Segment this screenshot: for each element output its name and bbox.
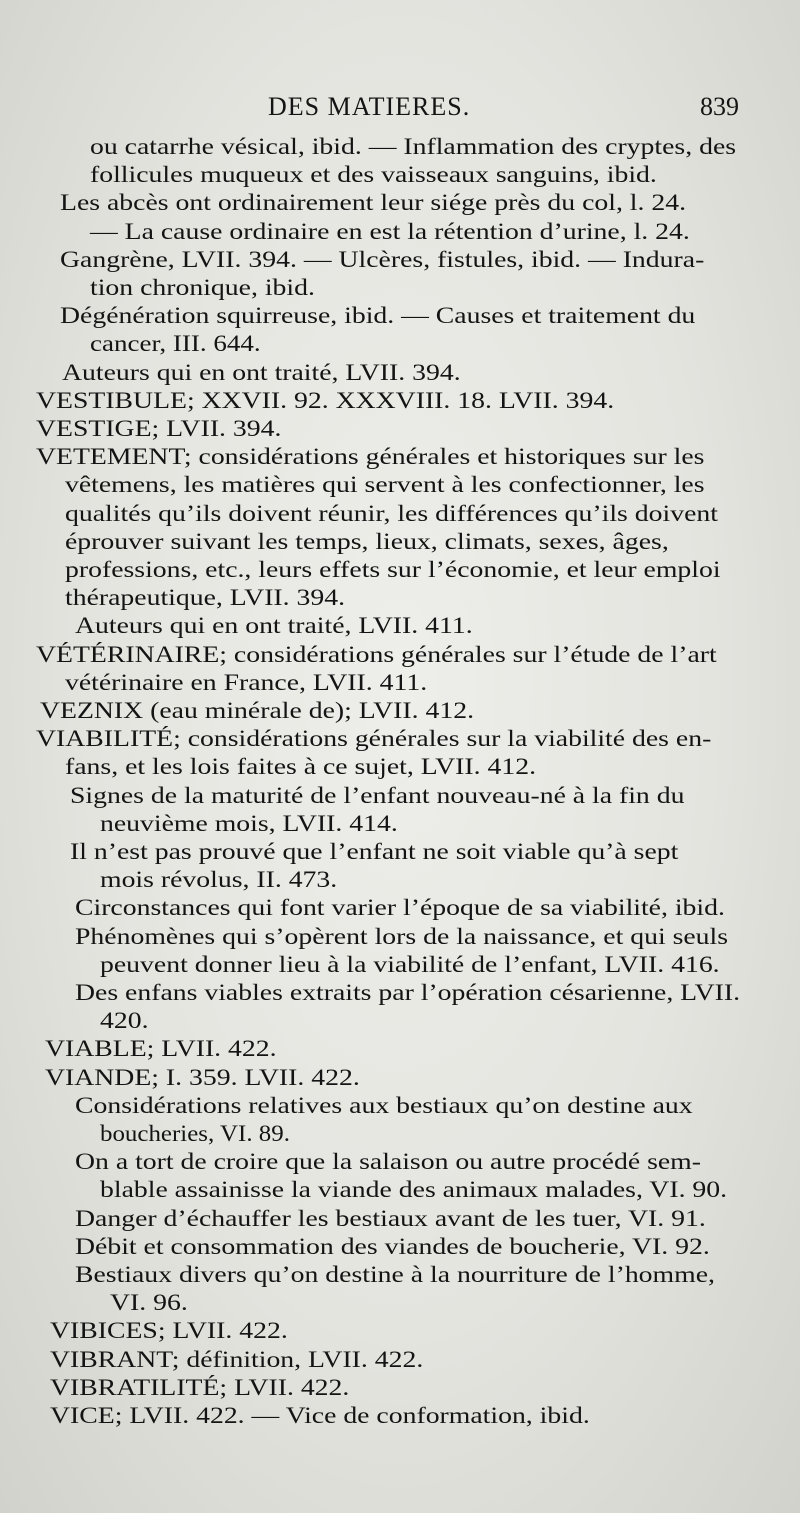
- index-entry-line: Considérations relatives aux bestiaux qu’on destine aux: [75, 1092, 693, 1119]
- index-entry-line: follicules muqueux et des vaisseaux sanguins, ibid.: [90, 162, 657, 189]
- index-entry-line: mois révolus, II. 473.: [100, 867, 338, 894]
- index-entry-line: 420.: [100, 1008, 149, 1035]
- page-header: [0, 92, 800, 132]
- index-entry-line: Il n’est pas prouvé que l’enfant ne soit viable qu’à sept: [70, 839, 679, 865]
- index-entry-line: boucheries, VI. 89.: [100, 1121, 290, 1147]
- page-number: 839: [700, 92, 739, 121]
- index-entry-line: Auteurs qui en ont traité, LVII. 394.: [62, 359, 461, 386]
- index-entry-heading-line: VESTIGE; LVII. 394.: [36, 416, 282, 442]
- index-entry-heading-line: VIBICES; LVII. 422.: [50, 1318, 288, 1345]
- index-entry-line: Gangrène, LVII. 394. — Ulcères, fistules, ibid. — Indura-: [60, 246, 705, 273]
- index-entry-line: neuvième mois, LVII. 414.: [100, 810, 398, 837]
- index-entry-line: vétérinaire en France, LVII. 411.: [65, 669, 428, 696]
- index-entry-line: peuvent donner lieu à la viabilité de l’enfant, LVII. 416.: [100, 951, 720, 978]
- index-entry-heading-line: VICE; LVII. 422. — Vice de conformation, ibid.: [50, 1403, 590, 1429]
- index-entry-line: Des enfans viables extraits par l’opération césarienne, LVII.: [75, 980, 741, 1006]
- index-entry-heading-line: VIABLE; LVII. 422.: [45, 1036, 277, 1063]
- index-entry-line: Dégénération squirreuse, ibid. — Causes et traitement du: [60, 303, 696, 330]
- index-entry-line: Phénomènes qui s’opèrent lors de la naissance, et qui seuls: [75, 923, 729, 950]
- index-entry-line: VIABILITÉ; considérations générales sur la viabilité des en-: [36, 726, 712, 753]
- index-entry-heading-line: VÉTÉRINAIRE; considérations générales sur l’étude de l’art: [36, 641, 717, 668]
- running-title: DES MATIERES.: [268, 92, 471, 121]
- index-entry-heading-line: VEZNIX (eau minérale de); LVII. 412.: [40, 698, 475, 724]
- index-entry-line: Circonstances qui font varier l’époque de sa viabilité, ibid.: [75, 895, 725, 922]
- index-entry-heading-line: VETEMENT; considérations générales et historiques sur les: [36, 444, 705, 471]
- index-entry-line: éprouver suivant les temps, lieux, climats, sexes, âges,: [65, 528, 669, 555]
- index-entry-heading-line: VIBRANT; définition, LVII. 422.: [50, 1346, 424, 1373]
- index-entry-line: Les abcès ont ordinairement leur siége près du col, l. 24.: [60, 190, 687, 217]
- index-entry-line: Danger d’échauffer les bestiaux avant de les tuer, VI. 91.: [75, 1205, 706, 1232]
- index-entry-line: qualités qu’ils doivent réunir, les différences qu’ils doivent: [65, 500, 718, 527]
- index-entry-line: fans, et les lois faites à ce sujet, LVII. 412.: [65, 754, 537, 781]
- index-entry-heading-line: VESTIBULE; XXVII. 92. XXXVIII. 18. LVII. 394.: [36, 387, 615, 414]
- index-entry-line: vêtemens, les matières qui servent à les confectionner, les: [65, 472, 705, 499]
- index-entry-line: blable assainisse la viande des animaux malades, VI. 90.: [100, 1177, 728, 1204]
- index-entry-line: thérapeutique, LVII. 394.: [65, 585, 346, 612]
- index-entry-line: professions, etc., leurs effets sur l’économie, et leur emploi: [65, 557, 721, 583]
- index-entry-line: ou catarrhe vésical, ibid. — Inflammation des cryptes, des: [90, 134, 737, 160]
- index-entry-line: Signes de la maturité de l’enfant nouveau-né à la fin du: [70, 782, 685, 809]
- index-entry-line: Bestiaux divers qu’on destine à la nourriture de l’homme,: [75, 1262, 715, 1288]
- index-entry-line: On a tort de croire que la salaison ou autre procédé sem-: [75, 1149, 701, 1176]
- index-entry-line: tion chronique, ibid.: [90, 275, 315, 301]
- index-entry-line: cancer, III. 644.: [90, 331, 261, 358]
- index-entry-line: VI. 96.: [110, 1290, 188, 1317]
- index-entry-line: VIBRATILITÉ; LVII. 422.: [50, 1374, 350, 1401]
- index-entry-line: — La cause ordinaire en est la rétention d’urine, l. 24.: [90, 218, 690, 245]
- index-entry-heading-line: VIANDE; I. 359. LVII. 422.: [45, 1064, 360, 1091]
- index-entry-line: Débit et consommation des viandes de boucherie, VI. 92.: [75, 1233, 710, 1260]
- index-entry-line: Auteurs qui en ont traité, LVII. 411.: [75, 613, 473, 640]
